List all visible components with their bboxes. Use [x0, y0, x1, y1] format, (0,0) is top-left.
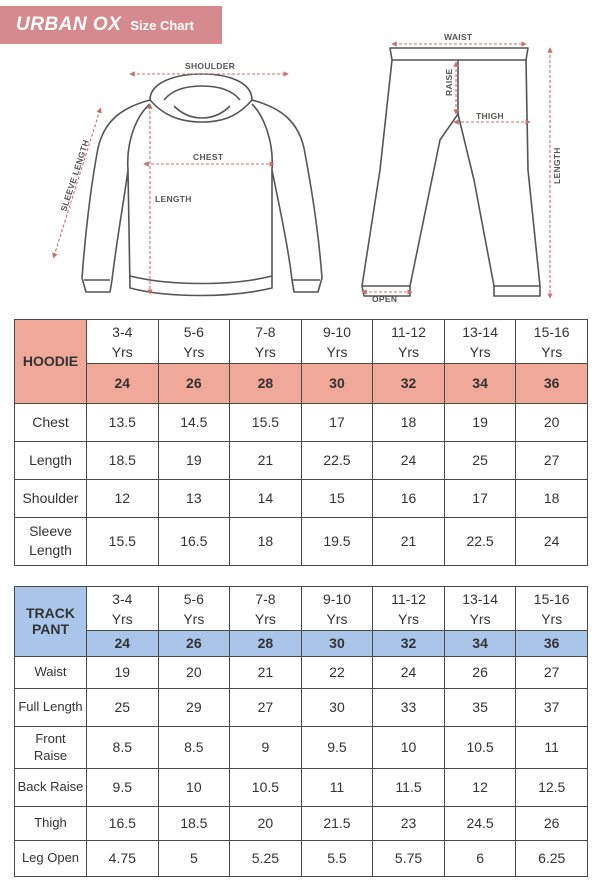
value-cell: 9.5 [87, 768, 159, 806]
value-cell: 11 [516, 726, 588, 768]
age-cell: 11-12 Yrs [373, 320, 445, 364]
hoodie-title: HOODIE [15, 320, 87, 404]
age-cell: 9-10 Yrs [301, 587, 373, 631]
value-cell: 20 [516, 403, 588, 441]
value-cell: 19 [87, 656, 159, 688]
value-cell: 30 [301, 688, 373, 726]
value-cell: 26 [444, 656, 516, 688]
value-cell: 20 [158, 656, 230, 688]
label-shoulder: SHOULDER [185, 61, 236, 71]
age-cell: 7-8 Yrs [230, 587, 302, 631]
age-header-row [15, 320, 588, 364]
row-label: Chest [15, 403, 87, 441]
table-row [15, 517, 588, 565]
value-cell: 18 [230, 517, 302, 565]
value-cell: 10 [158, 768, 230, 806]
age-cell: 3-4 Yrs [87, 587, 159, 631]
table-row [15, 441, 588, 479]
table-row [15, 726, 588, 768]
label-chest: CHEST [193, 152, 224, 162]
value-cell: 10 [373, 726, 445, 768]
value-cell: 11.5 [373, 768, 445, 806]
age-cell: 15-16 Yrs [516, 320, 588, 364]
value-cell: 25 [444, 441, 516, 479]
garment-diagram [0, 30, 600, 315]
value-cell: 6.25 [516, 840, 588, 876]
size-cell: 32 [373, 630, 445, 656]
value-cell: 27 [230, 688, 302, 726]
value-cell: 12 [444, 768, 516, 806]
row-label: Full Length [15, 688, 87, 726]
label-sleeve-length: SLEEVE LENGTH [58, 138, 92, 213]
value-cell: 35 [444, 688, 516, 726]
value-cell: 12.5 [516, 768, 588, 806]
table-row [15, 768, 588, 806]
table-row [15, 403, 588, 441]
table-row [15, 688, 588, 726]
age-header-row [15, 587, 588, 631]
age-cell: 13-14 Yrs [444, 587, 516, 631]
value-cell: 22.5 [301, 441, 373, 479]
value-cell: 5.75 [373, 840, 445, 876]
label-waist: WAIST [444, 32, 473, 42]
size-cell: 32 [373, 363, 445, 403]
value-cell: 18.5 [158, 806, 230, 840]
value-cell: 24 [516, 517, 588, 565]
value-cell: 8.5 [87, 726, 159, 768]
size-cell: 30 [301, 363, 373, 403]
value-cell: 19 [444, 403, 516, 441]
value-cell: 27 [516, 441, 588, 479]
value-cell: 21 [373, 517, 445, 565]
track-pant-size-table [14, 586, 588, 877]
value-cell: 19.5 [301, 517, 373, 565]
age-cell: 15-16 Yrs [516, 587, 588, 631]
size-cell: 36 [516, 363, 588, 403]
value-cell: 18 [516, 479, 588, 517]
value-cell: 16.5 [87, 806, 159, 840]
row-label: Sleeve Length [15, 517, 87, 565]
value-cell: 6 [444, 840, 516, 876]
value-cell: 24 [373, 656, 445, 688]
size-cell: 36 [516, 630, 588, 656]
value-cell: 5.5 [301, 840, 373, 876]
age-cell: 11-12 Yrs [373, 587, 445, 631]
value-cell: 12 [87, 479, 159, 517]
row-label: Front Raise [15, 726, 87, 768]
row-label: Thigh [15, 806, 87, 840]
value-cell: 9 [230, 726, 302, 768]
row-label: Length [15, 441, 87, 479]
size-header-row [15, 630, 588, 656]
value-cell: 16.5 [158, 517, 230, 565]
size-cell: 24 [87, 363, 159, 403]
value-cell: 29 [158, 688, 230, 726]
value-cell: 4.75 [87, 840, 159, 876]
size-cell: 24 [87, 630, 159, 656]
label-thigh: THIGH [476, 111, 504, 121]
value-cell: 13.5 [87, 403, 159, 441]
age-cell: 9-10 Yrs [301, 320, 373, 364]
track-pant-title: TRACK PANT [15, 587, 87, 657]
value-cell: 17 [444, 479, 516, 517]
value-cell: 17 [301, 403, 373, 441]
age-cell: 5-6 Yrs [158, 587, 230, 631]
age-cell: 7-8 Yrs [230, 320, 302, 364]
value-cell: 37 [516, 688, 588, 726]
brand-name: URBAN OX [16, 14, 122, 35]
size-cell: 28 [230, 363, 302, 403]
value-cell: 14.5 [158, 403, 230, 441]
value-cell: 9.5 [301, 726, 373, 768]
age-cell: 3-4 Yrs [87, 320, 159, 364]
value-cell: 33 [373, 688, 445, 726]
table-row [15, 806, 588, 840]
value-cell: 19 [158, 441, 230, 479]
value-cell: 15.5 [87, 517, 159, 565]
value-cell: 26 [516, 806, 588, 840]
value-cell: 5 [158, 840, 230, 876]
value-cell: 18 [373, 403, 445, 441]
value-cell: 18.5 [87, 441, 159, 479]
garment-illustration [0, 30, 600, 315]
value-cell: 15.5 [230, 403, 302, 441]
hoodie-size-table [14, 319, 588, 566]
size-cell: 26 [158, 630, 230, 656]
table-row [15, 479, 588, 517]
value-cell: 20 [230, 806, 302, 840]
value-cell: 16 [373, 479, 445, 517]
value-cell: 21 [230, 441, 302, 479]
value-cell: 27 [516, 656, 588, 688]
value-cell: 10.5 [444, 726, 516, 768]
value-cell: 5.25 [230, 840, 302, 876]
value-cell: 10.5 [230, 768, 302, 806]
label-length: LENGTH [155, 194, 192, 204]
value-cell: 8.5 [158, 726, 230, 768]
hoodie-drawing [82, 74, 322, 296]
size-cell: 28 [230, 630, 302, 656]
age-cell: 13-14 Yrs [444, 320, 516, 364]
label-open: OPEN [372, 294, 398, 304]
value-cell: 22.5 [444, 517, 516, 565]
value-cell: 23 [373, 806, 445, 840]
value-cell: 15 [301, 479, 373, 517]
row-label: Back Raise [15, 768, 87, 806]
brand-subtitle: Size Chart [130, 17, 194, 33]
value-cell: 14 [230, 479, 302, 517]
value-cell: 13 [158, 479, 230, 517]
age-cell: 5-6 Yrs [158, 320, 230, 364]
value-cell: 11 [301, 768, 373, 806]
size-cell: 34 [444, 363, 516, 403]
value-cell: 24.5 [444, 806, 516, 840]
table-row [15, 656, 588, 688]
size-cell: 30 [301, 630, 373, 656]
row-label: Waist [15, 656, 87, 688]
row-label: Shoulder [15, 479, 87, 517]
label-pant-length: LENGTH [552, 147, 562, 184]
value-cell: 21 [230, 656, 302, 688]
table-row [15, 840, 588, 876]
value-cell: 21.5 [301, 806, 373, 840]
value-cell: 24 [373, 441, 445, 479]
size-cell: 26 [158, 363, 230, 403]
label-raise: RAISE [444, 68, 454, 96]
value-cell: 22 [301, 656, 373, 688]
size-cell: 34 [444, 630, 516, 656]
row-label: Leg Open [15, 840, 87, 876]
value-cell: 25 [87, 688, 159, 726]
size-header-row [15, 363, 588, 403]
